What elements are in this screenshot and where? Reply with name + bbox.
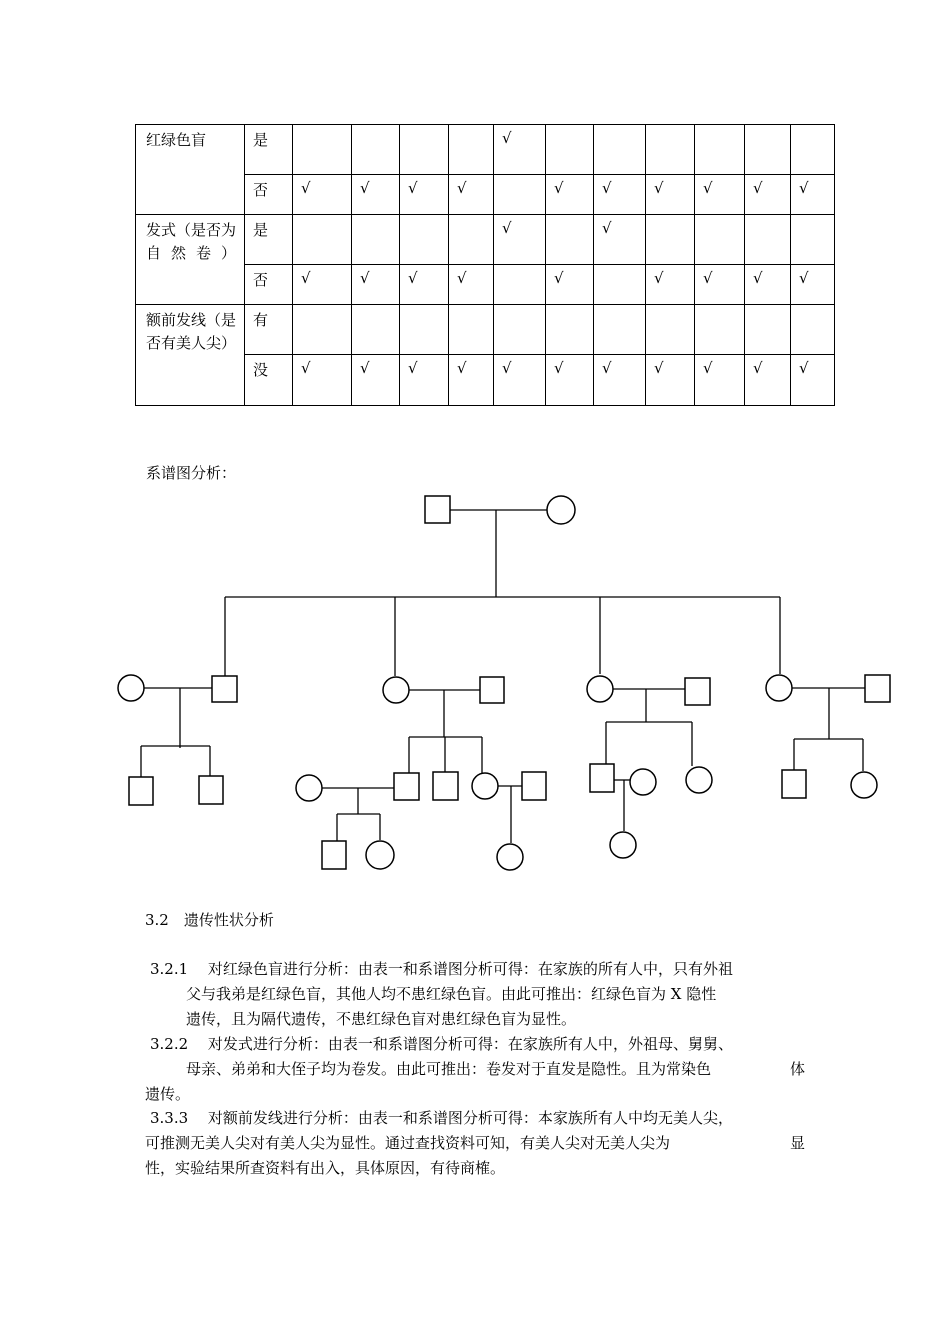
mark-cell: √ [646,175,695,215]
mark-cell: √ [646,355,695,406]
male-symbol [522,772,546,800]
trait-cell: 发式（是否为自然卷） [136,215,245,305]
paragraph-line: 显 [790,1134,806,1152]
mark-cell: √ [293,355,352,406]
male-symbol [782,770,806,798]
mark-cell: √ [400,355,449,406]
mark-cell: √ [646,265,695,305]
mark-cell: √ [400,175,449,215]
mark-cell: √ [594,175,646,215]
mark-cell: √ [293,175,352,215]
mark-cell: √ [352,355,400,406]
mark-cell: √ [449,175,494,215]
mark-cell: √ [791,175,835,215]
female-symbol [547,496,575,524]
mark-cell: √ [546,175,594,215]
mark-cell: √ [546,355,594,406]
trait-cell: 额前发线（是否有美人尖） [136,305,245,406]
mark-cell: √ [494,215,546,265]
male-symbol [129,777,153,805]
male-symbol [480,677,504,703]
mark-cell: √ [791,355,835,406]
mark-cell: √ [449,265,494,305]
female-symbol [497,844,523,870]
mark-cell: √ [745,265,791,305]
female-symbol [472,773,498,799]
mark-cell: √ [293,265,352,305]
mark-cell: √ [695,355,745,406]
mark-cell: √ [594,215,646,265]
female-symbol [118,675,144,701]
female-symbol [851,772,877,798]
pedigree-individuals [118,496,890,870]
female-symbol [766,675,792,701]
mark-cell: √ [745,355,791,406]
female-symbol [610,832,636,858]
mark-cell: √ [745,175,791,215]
male-symbol [433,772,458,800]
paragraph-line: 母亲、弟弟和大侄子均为卷发。由此可推出：卷发对于直发是隐性。且为常染色 [186,1060,712,1078]
section-heading: 3.2 遗传性状分析 [145,911,274,929]
mark-cell: √ [695,175,745,215]
option-cell: 否 [245,175,293,215]
option-cell: 没 [245,355,293,406]
male-symbol [212,676,237,702]
mark-cell: √ [494,125,546,175]
paragraph-line: 3.2.2 对发式进行分析：由表一和系谱图分析可得：在家族所有人中，外祖母、舅舅、 [150,1035,733,1053]
male-symbol [199,776,223,804]
male-symbol [865,675,890,702]
male-symbol [322,841,346,869]
female-symbol [383,677,409,703]
female-symbol [587,676,613,702]
paragraph-line: 体 [790,1060,806,1078]
pedigree-label: 系谱图分析： [146,464,237,482]
mark-cell: √ [695,265,745,305]
paragraph-line: 3.3.3 对额前发线进行分析：由表一和系谱图分析可得：本家族所有人中均无美人尖， [150,1109,733,1127]
mark-cell: √ [400,265,449,305]
male-symbol [394,773,419,800]
paragraph-line: 父与我弟是红绿色盲，其他人均不患红绿色盲。由此可推出：红绿色盲为 X 隐性 [186,985,717,1003]
female-symbol [296,775,322,801]
paragraph-line: 遗传，且为隔代遗传，不患红绿色盲对患红绿色盲为显性。 [186,1010,577,1028]
mark-cell: √ [494,355,546,406]
female-symbol [630,769,656,795]
mark-cell: √ [352,265,400,305]
male-symbol [590,764,614,792]
paragraph-line: 3.2.1 对红绿色盲进行分析：由表一和系谱图分析可得：在家族的所有人中，只有外祖 [150,960,733,978]
male-symbol [685,678,710,705]
option-cell: 是 [245,125,293,175]
option-cell: 否 [245,265,293,305]
paragraph-line: 性，实验结果所查资料有出入，具体原因，有待商榷。 [145,1159,506,1177]
mark-cell: √ [594,355,646,406]
paragraph-line: 可推测无美人尖对有美人尖为显性。通过查找资料可知，有美人尖对无美人尖为 [145,1134,671,1152]
trait-cell: 红绿色盲 [136,125,245,215]
option-cell: 有 [245,305,293,355]
female-symbol [686,767,712,793]
mark-cell: √ [791,265,835,305]
paragraph-line: 遗传。 [145,1085,191,1103]
male-symbol [425,496,450,523]
option-cell: 是 [245,215,293,265]
female-symbol [366,841,394,869]
mark-cell: √ [546,265,594,305]
mark-cell: √ [352,175,400,215]
mark-cell: √ [449,355,494,406]
